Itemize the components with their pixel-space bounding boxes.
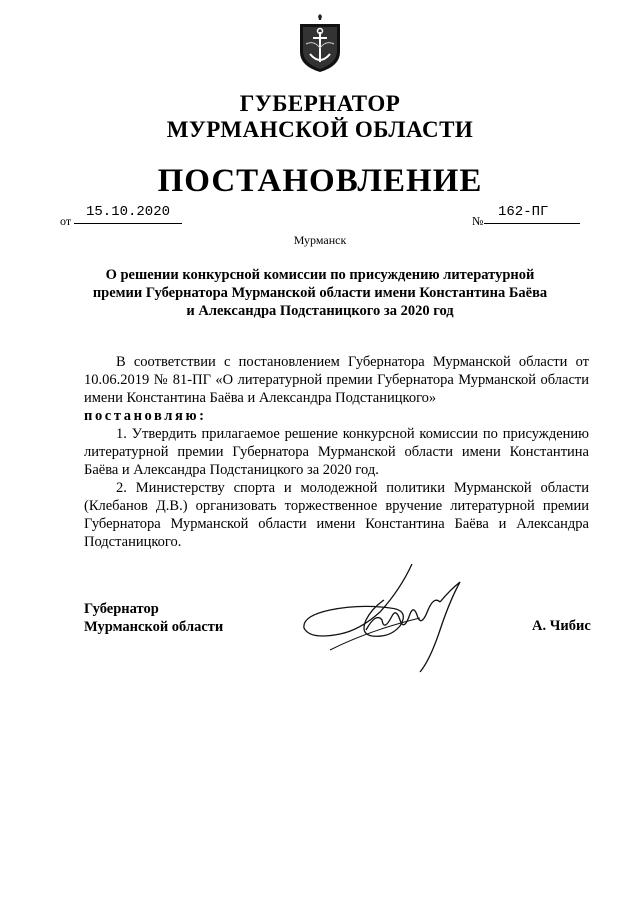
date-label: от <box>60 214 72 228</box>
position-line-1: Губернатор <box>84 601 159 617</box>
subject-line-2: премии Губернатора Мурманской области имени Константина Баёва <box>92 285 548 301</box>
document-subject <box>70 266 570 320</box>
authority-title-line1: ГУБЕРНАТОР <box>239 91 401 116</box>
signatory-name: А. Чибис <box>532 618 591 634</box>
signatory-position <box>84 600 223 636</box>
number-label: № <box>472 214 484 228</box>
authority-title-line2: МУРМАНСКОЙ ОБЛАСТИ <box>166 117 474 142</box>
issue-city: Мурманск <box>293 233 347 247</box>
document-number: 162-ПГ <box>484 204 580 224</box>
clause-1: 1. Утвердить прилагаемое решение конкурсной комиссии по присуждению литературной премии Губернатора Мурманской области имени Константина Баёва и Александра Подстаницкого за 2020 год. <box>84 426 589 478</box>
handwritten-signature <box>300 560 480 680</box>
resolve-word: постановляю: <box>84 408 207 424</box>
subject-line-3: и Александра Подстаницкого за 2020 год <box>186 303 454 319</box>
position-line-2: Мурманской области <box>84 619 224 635</box>
subject-line-1: О решении конкурсной комиссии по присуждению литературной <box>105 267 535 283</box>
preamble-paragraph: В соответствии с постановлением Губернатора Мурманской области от 10.06.2019 № 81-ПГ «О литературной премии Губернатора Мурманской области имени Константина Баёва и Александра Подстаницкого» <box>84 354 589 406</box>
document-type-title: ПОСТАНОВЛЕНИЕ <box>157 163 483 199</box>
coat-of-arms-icon <box>294 14 346 74</box>
document-date: 15.10.2020 <box>74 204 182 224</box>
document-body <box>84 353 589 551</box>
clause-2: 2. Министерству спорта и молодежной политики Мурманской области (Клебанов Д.В.) организовать торжественное вручение литературной премии Губернатора Мурманской области имени Константина Баёва и Александра Подстаницкого. <box>84 480 589 550</box>
